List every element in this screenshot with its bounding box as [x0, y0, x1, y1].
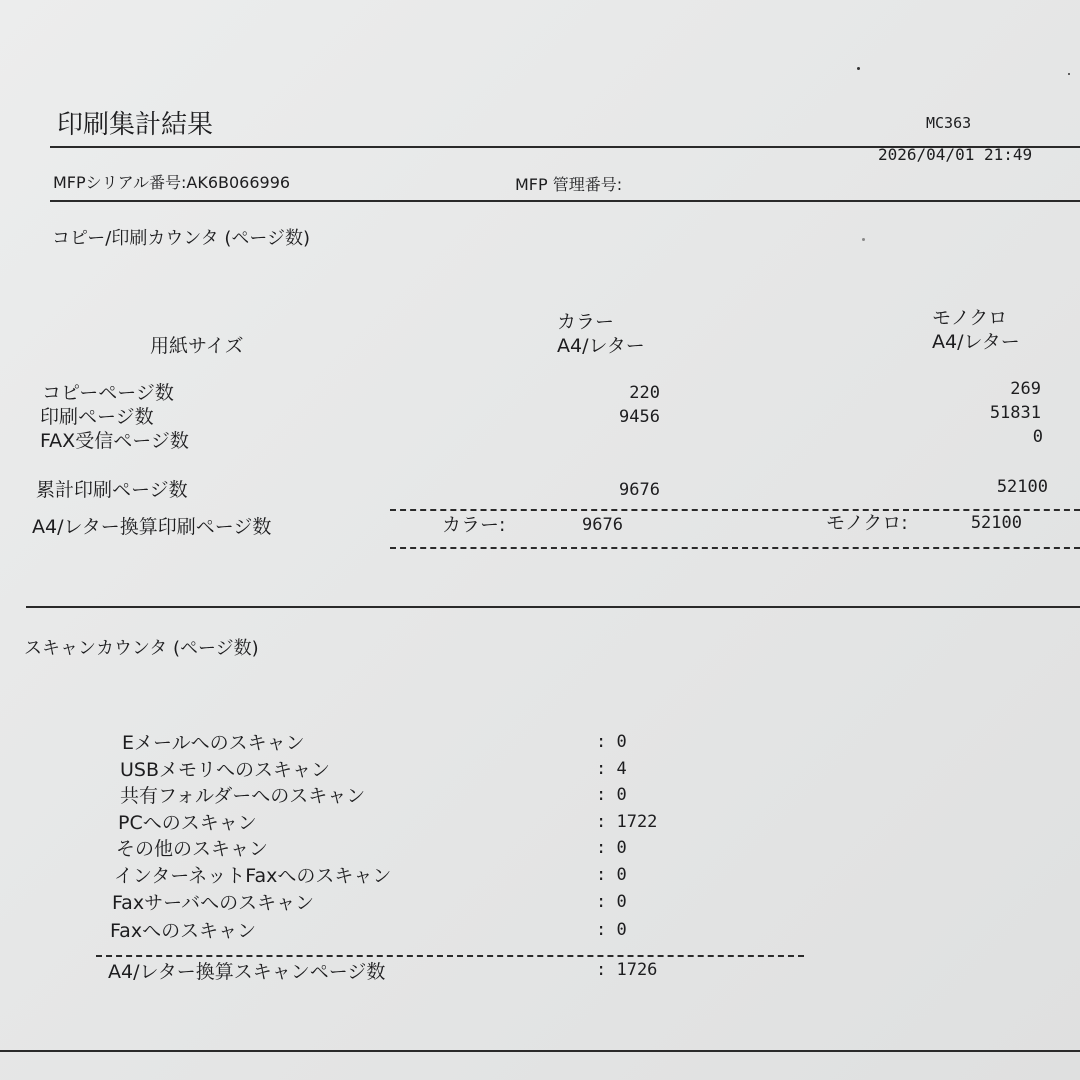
paper-speck	[862, 238, 865, 241]
a4-color-label: カラー:	[442, 514, 506, 536]
a4-dashed-top	[390, 509, 1080, 511]
scan-usb-label: USBメモリへのスキャン	[120, 759, 331, 781]
scan-email-value: : 0	[596, 732, 627, 752]
copy-row-mono: 269	[1010, 379, 1041, 399]
total-print-mono: 52100	[996, 477, 1048, 497]
section-divider	[26, 606, 1080, 608]
fax-row-label: FAX受信ページ数	[40, 430, 189, 452]
print-row-label: 印刷ページ数	[40, 406, 154, 428]
total-print-label: 累計印刷ページ数	[36, 479, 188, 501]
total-print-color: 9676	[619, 480, 660, 500]
scan-email-label: Eメールへのスキャン	[122, 732, 305, 754]
mono-column-header: モノクロ	[932, 307, 1008, 329]
paper-speck	[857, 67, 860, 70]
paper-size-label: 用紙サイズ	[150, 335, 244, 357]
copy-row-color: 220	[629, 383, 660, 403]
a4-mono-label: モノクロ:	[826, 512, 908, 534]
print-row-color: 9456	[619, 407, 660, 427]
scan-fax-value: : 0	[596, 920, 627, 940]
print-row-mono: 51831	[989, 403, 1041, 423]
fax-row-mono: 0	[1032, 427, 1043, 447]
scan-usb-value: : 4	[596, 759, 627, 779]
scan-fax-label: Faxへのスキャン	[110, 920, 257, 942]
mono-column-size: A4/レター	[932, 331, 1020, 353]
scan-shared-folder-value: : 0	[596, 785, 627, 805]
scan-pc-label: PCへのスキャン	[118, 812, 257, 834]
serial-number: MFPシリアル番号:AK6B066996	[53, 173, 291, 192]
scan-fax-server-value: : 0	[596, 892, 627, 912]
scan-other-value: : 0	[596, 838, 627, 858]
scan-shared-folder-label: 共有フォルダーへのスキャン	[120, 785, 366, 807]
scan-internet-fax-value: : 0	[596, 865, 627, 885]
paper-speck	[1068, 73, 1070, 75]
scan-internet-fax-label: インターネットFaxへのスキャン	[114, 865, 392, 887]
copy-row-label: コピーページ数	[42, 382, 174, 404]
scan-total-value: : 1726	[596, 960, 658, 980]
scan-total-label: A4/レター換算スキャンページ数	[108, 961, 386, 983]
model-number: MC363	[926, 114, 972, 132]
page-title: 印刷集計結果	[57, 110, 214, 140]
scan-other-label: その他のスキャン	[116, 838, 269, 860]
scan-section-title: スキャンカウンタ (ページ数)	[24, 638, 259, 659]
a4-converted-label: A4/レター換算印刷ページ数	[32, 516, 272, 538]
scan-pc-value: : 1722	[596, 812, 658, 832]
print-datetime: 2026/04/01 21:49	[878, 145, 1033, 164]
copy-section-title: コピー/印刷カウンタ (ページ数)	[52, 228, 311, 249]
scan-dashed-rule	[96, 955, 804, 957]
color-column-size: A4/レター	[557, 335, 645, 357]
a4-dashed-bottom	[390, 547, 1080, 549]
a4-color-value: 9676	[582, 515, 623, 535]
header-bottom-rule	[50, 200, 1080, 202]
bottom-rule	[0, 1050, 1080, 1052]
a4-mono-value: 52100	[970, 513, 1022, 533]
color-column-header: カラー	[557, 311, 615, 333]
admin-number: MFP 管理番号:	[515, 175, 623, 194]
scan-fax-server-label: Faxサーバへのスキャン	[112, 892, 315, 914]
